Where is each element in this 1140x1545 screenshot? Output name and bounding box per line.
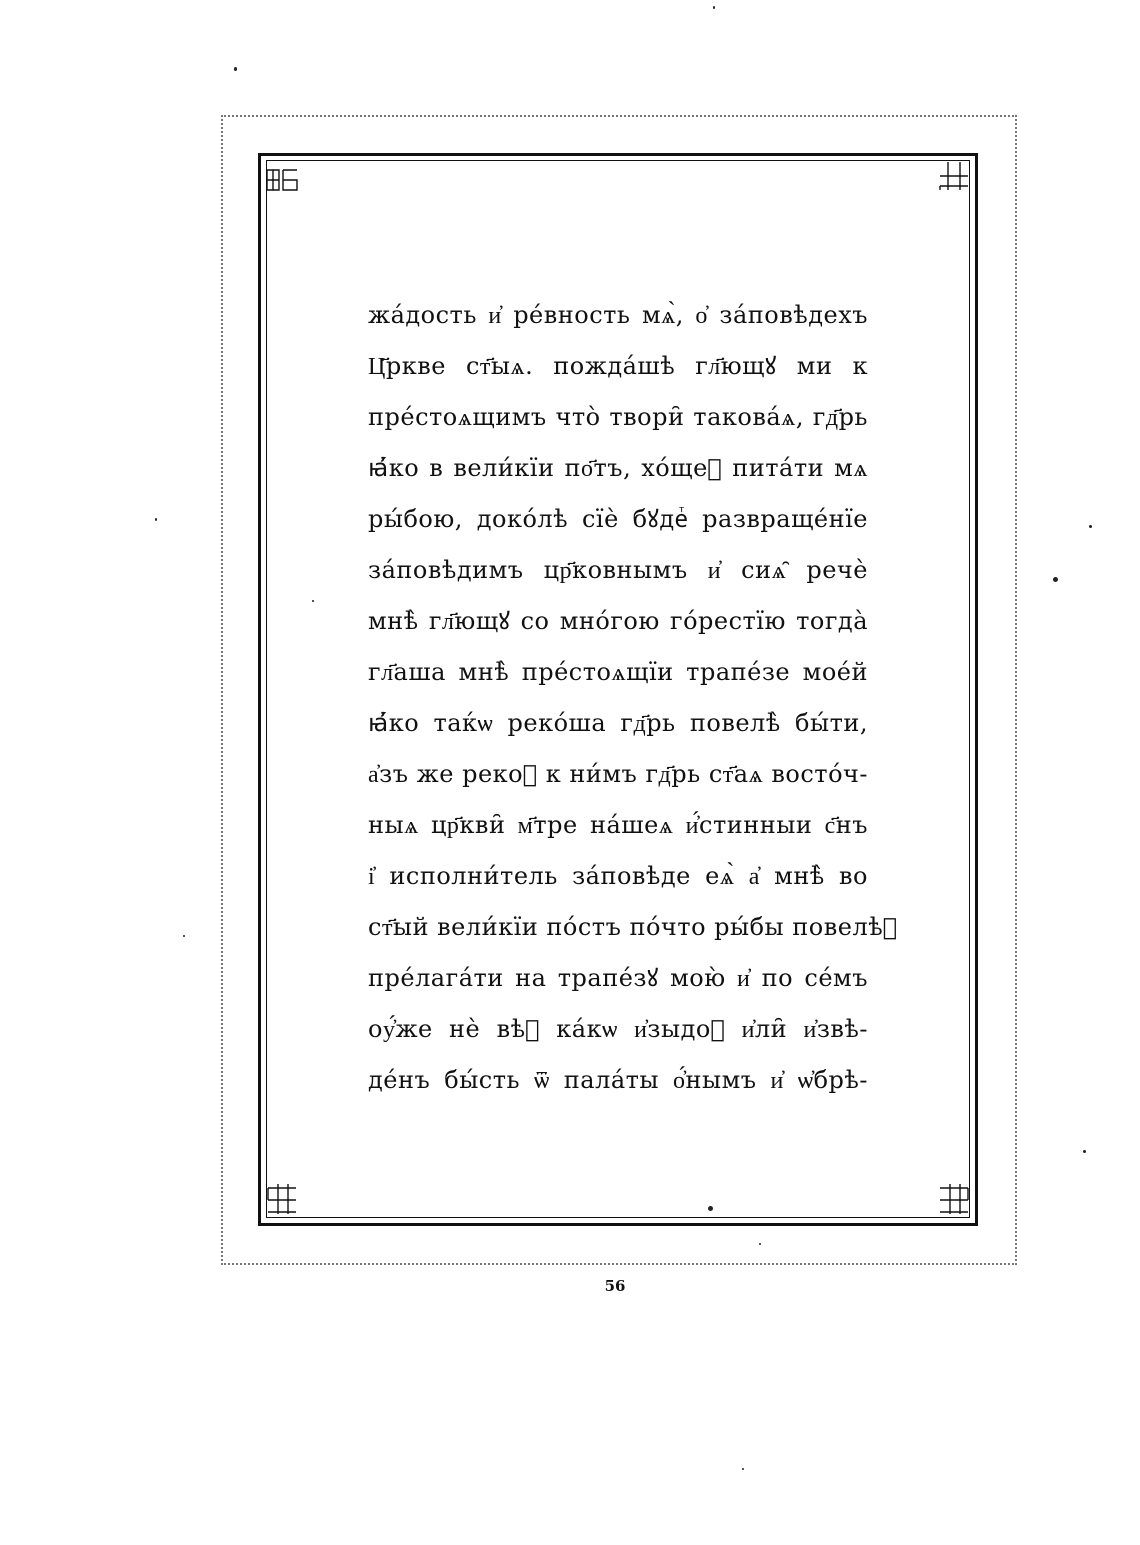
text-line: мнѣ̀ гл҃ющꙋ со мно́гою го́рестїю тогда̀ [368,607,868,635]
speck [183,935,185,937]
speck [155,518,157,521]
church-slavonic-text [368,290,898,1106]
speck [1089,525,1092,528]
text-line: ꙗ҆́ко таќѡ реко́ша гд҃рь повелѣ̀ бы́ти, [368,709,868,737]
text-line: Ц҃ркве ст҃ыѧ. пожда́шѣ гл҃ющꙋ ми к [368,352,868,380]
corner-ornament-bottom-left [264,1180,300,1216]
corner-ornament-top-left [264,158,300,194]
text-line: і҆ исполни́тель за́повѣде еѧ̀ а҆ мнѣ̀ во [368,862,868,890]
text-line: ры́бою, доко́лѣ сїѐ бꙋдеⷮ развраще́нїе [368,505,868,533]
text-line: де́нъ бы́сть ѿ пала́ты о҆́нымъ и҆ ѡ҆брѣ- [368,1066,868,1094]
text-line: жа́дость и҆ ре́вность мѧ̀, о҆ за́повѣдехъ [368,301,868,329]
text-line: пре́лага́ти на трапе́зꙋ мою̀ и҆ по се́мъ [368,964,868,992]
corner-ornament-top-right [936,158,972,194]
speck [742,1468,744,1470]
speck [1053,577,1058,582]
speck [234,67,237,71]
text-line: оу҆́же нѐ вѣⷨ ка́кѡ и҆зыдоⷯ и҆ли̑ и҆звѣ- [368,1015,868,1043]
text-line: ныѧ цр҃кви̑ м҃тре на́шеѧ и҆́стинныи с҃нъ [368,811,868,839]
text-line: ст҃ый вели́кїи по́стъ по́что ры́бы повелѣⷯ [368,913,898,941]
page-number: 56 [604,1277,626,1295]
text-line: ꙗ҆́ко в вели́кїи по҃тъ, хо́щеⷮ пита́ти мѧ [368,454,868,482]
text-line: за́повѣдимъ цр҃ковнымъ и҆ сиѧ̑ речѐ [368,556,868,584]
text-line: гл҃аша мнѣ̀ пре́стоѧщїи трапе́зе мое́й [368,658,868,686]
text-line: а҆зъ же рекоⷯ к ни́мъ гд҃рь ст҃аѧ восто́ч- [368,760,868,788]
speck [713,6,715,9]
corner-ornament-bottom-right [936,1180,972,1216]
speck [1083,1150,1086,1153]
text-line: пре́стоѧщимъ что̀ твори̑ такова́ѧ, гд҃рь [368,403,868,431]
